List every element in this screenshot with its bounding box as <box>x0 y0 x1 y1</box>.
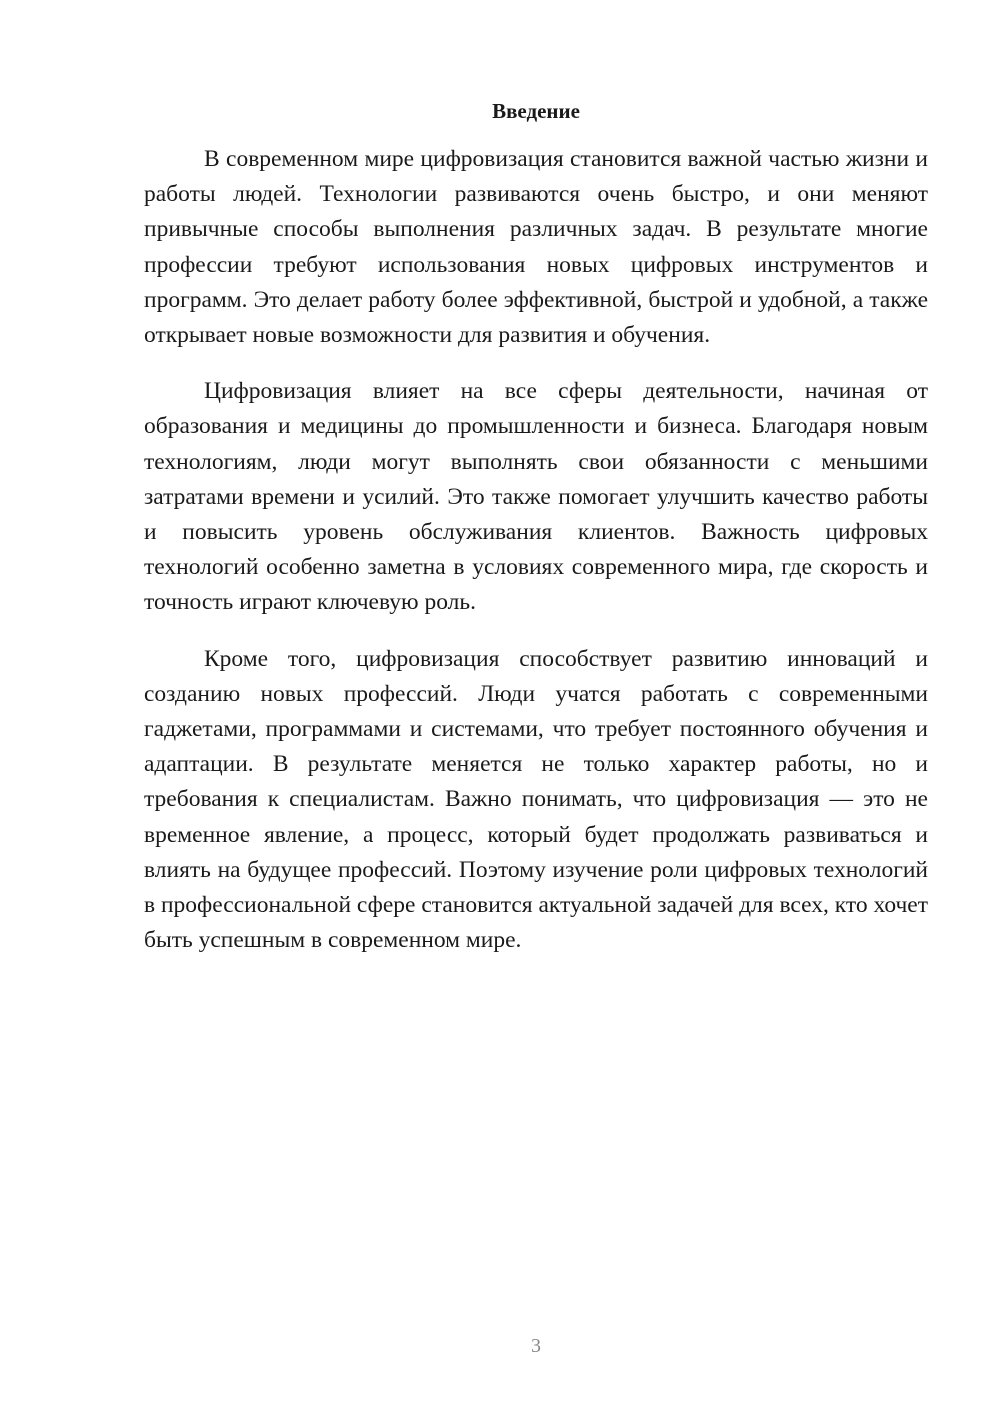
section-heading: Введение <box>492 99 580 123</box>
paragraph: Цифровизация влияет на все сферы деятельности, начиная от образования и медицины до промышленности и бизнеса. Благодаря новым технологиям, люди могут выполнять свои обязанности с меньшими затратами времени и усилий. Это также помогает улучшить качество работы и повысить уровень обслуживания клиентов. Важность цифровых технологий особенно заметна в условиях современного мира, где скорость и точность играют ключевую роль. <box>144 378 928 616</box>
paragraph: В современном мире цифровизация становится важной частью жизни и работы людей. Технологии развиваются очень быстро, и они меняют привычные способы выполнения различных задач. В результате многие профессии требуют использования новых цифровых инструментов и программ. Это делает работу более эффективной, быстрой и удобной, а также открывает новые возможности для развития и обучения. <box>144 146 928 349</box>
page-number: 3 <box>531 1335 541 1357</box>
paragraph: Кроме того, цифровизация способствует развитию инноваций и созданию новых профессий. Люди учатся работать с современными гаджетами, программами и системами, что требует постоянного обучения и адаптации. В результате меняется не только характер работы, но и требования к специалистам. Важно понимать, что цифровизация — это не временное явление, а процесс, который будет продолжать развиваться и влиять на будущее профессий. Поэтому изучение роли цифровых технологий в профессиональной сфере становится актуальной задачей для всех, кто хочет быть успешным в современном мире. <box>144 645 928 954</box>
body-text <box>144 142 928 979</box>
